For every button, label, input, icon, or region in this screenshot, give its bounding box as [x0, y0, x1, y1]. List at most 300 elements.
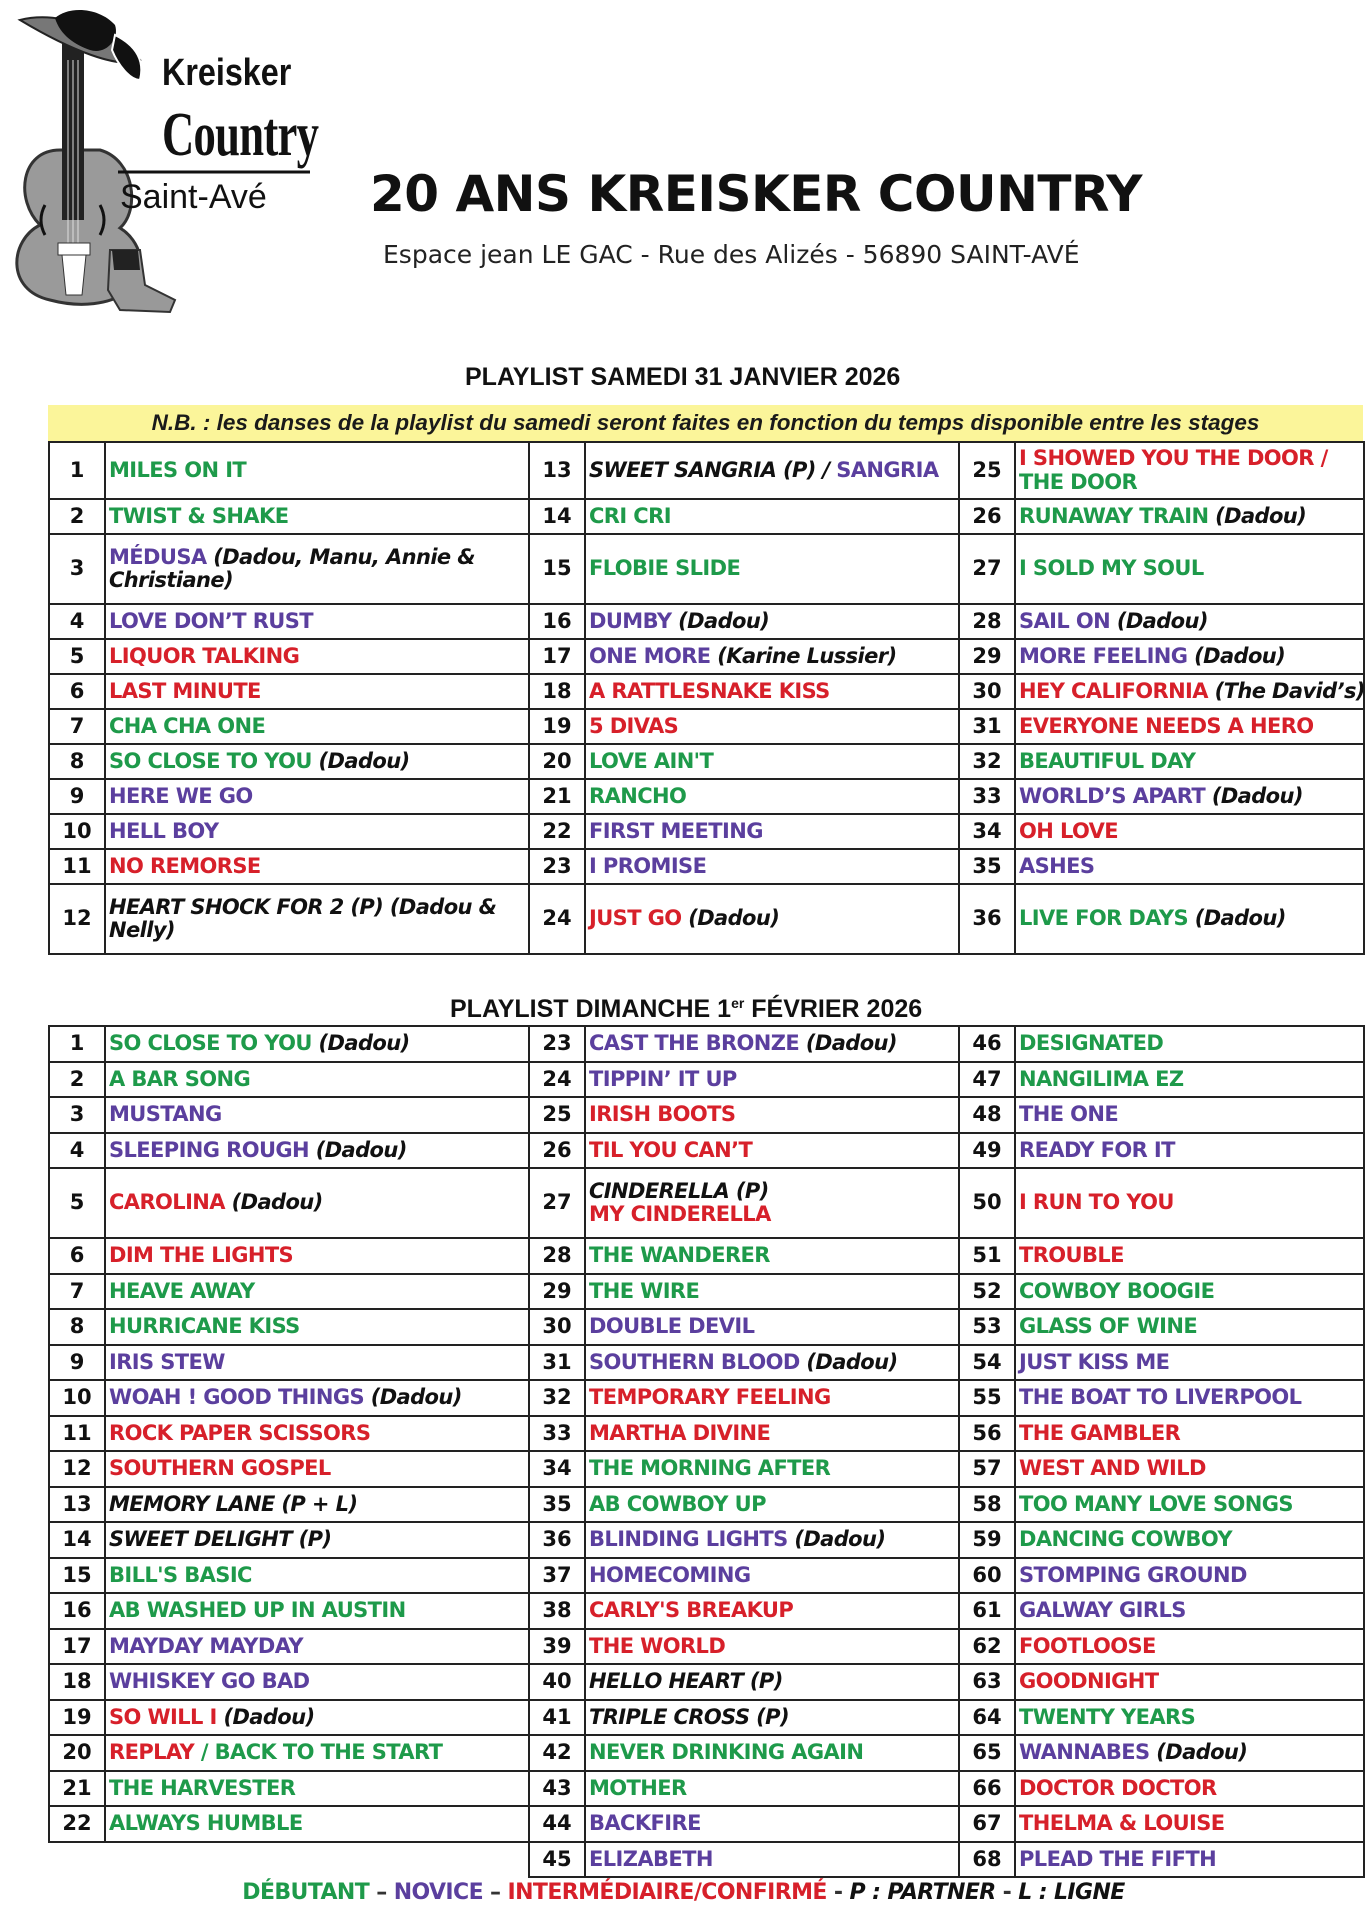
table-row [49, 1593, 1364, 1629]
dance-title: MORE FEELING [1019, 643, 1188, 668]
dance-name [585, 442, 959, 499]
saturday-playlist-title: PLAYLIST SAMEDI 31 JANVIER 2026 [465, 363, 901, 391]
dance-title: TIPPIN’ IT UP [589, 1066, 737, 1091]
table-row [49, 779, 1364, 814]
dance-number: 37 [529, 1558, 585, 1594]
dance-title: / BACK TO THE START [194, 1740, 443, 1765]
dance-number: 65 [959, 1735, 1015, 1771]
dance-number: 21 [49, 1771, 105, 1807]
dance-number: 7 [49, 709, 105, 744]
dance-name [105, 1062, 529, 1098]
dance-title: GALWAY GIRLS [1019, 1598, 1186, 1623]
legend-separator: – [483, 1880, 508, 1905]
dance-title: SOUTHERN GOSPEL [109, 1456, 331, 1481]
dance-number: 1 [49, 1026, 105, 1062]
legend-intermediaire: INTERMÉDIAIRE/CONFIRMÉ [507, 1880, 827, 1905]
dance-name [105, 1735, 529, 1771]
dance-title: IRISH BOOTS [589, 1102, 736, 1127]
dance-number: 24 [529, 884, 585, 954]
dance-number: 7 [49, 1274, 105, 1310]
dance-note: (Dadou) [671, 608, 770, 633]
dance-number: 17 [529, 639, 585, 674]
table-row [49, 884, 1364, 954]
dance-name [585, 1806, 959, 1842]
dance-name [1015, 442, 1364, 499]
dance-name [105, 1558, 529, 1594]
dance-name [105, 1664, 529, 1700]
dance-name [585, 744, 959, 779]
dance-note: (Dadou) [311, 1031, 410, 1056]
table-row [49, 1026, 1364, 1062]
dance-name [585, 1593, 959, 1629]
dance-note: (Dadou) [1110, 608, 1208, 633]
dance-title: JUST KISS ME [1019, 1349, 1170, 1374]
dance-number: 31 [529, 1345, 585, 1381]
dance-name [585, 1842, 959, 1878]
dance-title: I RUN TO YOU [1019, 1190, 1174, 1215]
dance-number: 16 [49, 1593, 105, 1629]
dance-note: (The David’s) [1207, 678, 1365, 703]
sunday-playlist-title [0, 995, 1367, 1024]
dance-title: FLOBIE SLIDE [589, 556, 741, 581]
dance-number: 39 [529, 1629, 585, 1665]
dance-note: (Dadou) [1149, 1740, 1248, 1765]
dance-number: 29 [529, 1274, 585, 1310]
dance-number: 67 [959, 1806, 1015, 1842]
dance-name [1015, 1238, 1364, 1274]
dance-number: 33 [959, 779, 1015, 814]
dance-number: 6 [49, 674, 105, 709]
dance-number: 33 [529, 1416, 585, 1452]
dance-title: TOO MANY LOVE SONGS [1019, 1491, 1293, 1516]
dance-title: SANGRIA [836, 457, 939, 482]
dance-note: (Dadou) [799, 1031, 897, 1056]
dance-number: 10 [49, 1380, 105, 1416]
dance-number: 6 [49, 1238, 105, 1274]
dance-note: (Dadou) [787, 1527, 886, 1552]
dance-name [585, 1700, 959, 1736]
empty-cell [49, 1842, 105, 1878]
dance-name [1015, 1097, 1364, 1133]
table-row [49, 1133, 1364, 1169]
dance-number: 14 [49, 1522, 105, 1558]
dance-number: 13 [49, 1487, 105, 1523]
table-row [49, 1309, 1364, 1345]
dance-number: 55 [959, 1380, 1015, 1416]
dance-title: READY FOR IT [1019, 1137, 1175, 1162]
dance-name [105, 1593, 529, 1629]
dance-name [105, 1133, 529, 1169]
dance-title: NEVER DRINKING AGAIN [589, 1740, 864, 1765]
dance-name [105, 709, 529, 744]
dance-name [1015, 779, 1364, 814]
dance-number: 50 [959, 1168, 1015, 1238]
dance-name [105, 1309, 529, 1345]
dance-number: 63 [959, 1664, 1015, 1700]
dance-name [105, 1700, 529, 1736]
dance-title: BLINDING LIGHTS [589, 1527, 788, 1552]
dance-number: 9 [49, 1345, 105, 1381]
dance-name [105, 604, 529, 639]
dance-number: 35 [959, 849, 1015, 884]
dance-number: 19 [529, 709, 585, 744]
table-row [49, 604, 1364, 639]
dance-title: SLEEPING ROUGH [109, 1137, 310, 1162]
dance-name [105, 779, 529, 814]
dance-name [585, 674, 959, 709]
dance-name [105, 1416, 529, 1452]
dance-name [585, 1771, 959, 1807]
dance-number: 23 [529, 849, 585, 884]
dance-name [1015, 1309, 1364, 1345]
dance-title: SOUTHERN BLOOD [589, 1349, 800, 1374]
legend-novice: NOVICE [393, 1880, 483, 1905]
dance-name [1015, 814, 1364, 849]
dance-number: 2 [49, 1062, 105, 1098]
dance-number: 18 [529, 674, 585, 709]
table-row [49, 534, 1364, 604]
dance-title: COWBOY BOOGIE [1019, 1278, 1215, 1303]
dance-title: SO CLOSE TO YOU [109, 748, 312, 773]
table-row [49, 674, 1364, 709]
dance-number: 2 [49, 499, 105, 534]
dance-number: 19 [49, 1700, 105, 1736]
dance-number: 25 [529, 1097, 585, 1133]
dance-name [585, 1133, 959, 1169]
dance-note: (Dadou) [224, 1190, 323, 1215]
sunday-title-date: FÉVRIER 2026 [744, 995, 923, 1023]
dance-title: CARLY'S BREAKUP [589, 1598, 794, 1623]
dance-number: 57 [959, 1451, 1015, 1487]
dance-title: NANGILIMA EZ [1019, 1066, 1184, 1091]
dance-number: 32 [959, 744, 1015, 779]
dance-name [105, 1097, 529, 1133]
dance-name [1015, 1380, 1364, 1416]
dance-name [105, 884, 529, 954]
dance-name [1015, 1168, 1364, 1238]
dance-name [585, 534, 959, 604]
dance-name [105, 849, 529, 884]
dance-number: 53 [959, 1309, 1015, 1345]
dance-title: THE DOOR [1019, 469, 1138, 494]
dance-name [105, 1451, 529, 1487]
dance-name [1015, 1593, 1364, 1629]
dance-name [105, 1380, 529, 1416]
dance-title: MAYDAY MAYDAY [109, 1633, 303, 1658]
dance-number: 18 [49, 1664, 105, 1700]
dance-title: THELMA & LOUISE [1019, 1811, 1225, 1836]
dance-name [105, 1345, 529, 1381]
dance-note: HEART SHOCK FOR 2 (P) (Dadou & Nelly) [109, 894, 497, 942]
dance-name [105, 814, 529, 849]
dance-number: 30 [959, 674, 1015, 709]
dance-number: 13 [529, 442, 585, 499]
dance-title: HURRICANE KISS [109, 1314, 300, 1339]
table-row [49, 1062, 1364, 1098]
dance-title: DIM THE LIGHTS [109, 1243, 294, 1268]
dance-name [585, 1487, 959, 1523]
dance-name [585, 779, 959, 814]
dance-title: HEAVE AWAY [109, 1278, 255, 1303]
dance-note: MEMORY LANE (P + L) [109, 1491, 358, 1516]
dance-note: / [815, 457, 837, 482]
empty-cell [105, 1842, 529, 1878]
dance-note: (Dadou) [309, 1137, 407, 1162]
dance-number: 8 [49, 744, 105, 779]
dance-note: SWEET SANGRIA (P) [589, 457, 816, 482]
dance-title: THE MORNING AFTER [589, 1456, 831, 1481]
dance-title: I SOLD MY SOUL [1019, 556, 1204, 581]
dance-name [1015, 709, 1364, 744]
dance-number: 26 [959, 499, 1015, 534]
dance-name [1015, 604, 1364, 639]
dance-name [1015, 1416, 1364, 1452]
dance-title: DOUBLE DEVIL [589, 1314, 755, 1339]
table-row [49, 709, 1364, 744]
dance-name [1015, 1133, 1364, 1169]
dance-title: DESIGNATED [1019, 1031, 1164, 1056]
table-row [49, 1842, 1364, 1878]
dance-number: 49 [959, 1133, 1015, 1169]
dance-title: TEMPORARY FEELING [589, 1385, 831, 1410]
dance-note: (Karine Lussier) [710, 643, 897, 668]
event-address: Espace jean LE GAC - Rue des Alizés - 56890 SAINT-AVÉ [383, 240, 1080, 269]
dance-number: 32 [529, 1380, 585, 1416]
dance-name [105, 1274, 529, 1310]
dance-note: (Dadou) [1208, 503, 1307, 528]
dance-note: (Dadou) [1187, 643, 1286, 668]
dance-title: MOTHER [589, 1775, 687, 1800]
table-row [49, 1806, 1364, 1842]
dance-number: 16 [529, 604, 585, 639]
table-row [49, 1700, 1364, 1736]
legend-ligne: L : LIGNE [1018, 1880, 1125, 1905]
table-row [49, 639, 1364, 674]
dance-number: 3 [49, 534, 105, 604]
dance-title: SAIL ON [1019, 608, 1111, 633]
table-row [49, 1238, 1364, 1274]
dance-title: WORLD’S APART [1019, 783, 1206, 808]
dance-title: SO CLOSE TO YOU [109, 1031, 312, 1056]
dance-name [1015, 1629, 1364, 1665]
dance-title: OH LOVE [1019, 818, 1119, 843]
dance-number: 42 [529, 1735, 585, 1771]
dance-name [1015, 1345, 1364, 1381]
dance-number: 46 [959, 1026, 1015, 1062]
dance-number: 25 [959, 442, 1015, 499]
dance-title: ELIZABETH [589, 1846, 713, 1871]
dance-title: REPLAY [109, 1740, 195, 1765]
table-row [49, 1345, 1364, 1381]
dance-title: FIRST MEETING [589, 818, 763, 843]
dance-number: 12 [49, 1451, 105, 1487]
dance-name [585, 849, 959, 884]
dance-number: 56 [959, 1416, 1015, 1452]
level-legend [0, 1880, 1367, 1905]
dance-number: 21 [529, 779, 585, 814]
dance-name [585, 1416, 959, 1452]
dance-title: I SHOWED YOU THE DOOR / [1019, 446, 1328, 471]
dance-number: 51 [959, 1238, 1015, 1274]
dance-note: (Dadou) [1188, 906, 1286, 931]
dance-name [1015, 1558, 1364, 1594]
dance-note: SWEET DELIGHT (P) [109, 1527, 332, 1552]
dance-title: BACKFIRE [589, 1811, 701, 1836]
dance-number: 4 [49, 1133, 105, 1169]
dance-title: DOCTOR DOCTOR [1019, 1775, 1217, 1800]
dance-title: ROCK PAPER SCISSORS [109, 1420, 371, 1445]
dance-note: (Dadou) [799, 1349, 898, 1374]
dance-number: 10 [49, 814, 105, 849]
table-row [49, 1735, 1364, 1771]
legend-separator: - [826, 1880, 850, 1905]
dance-name [1015, 1664, 1364, 1700]
dance-number: 43 [529, 1771, 585, 1807]
dance-title: CAST THE BRONZE [589, 1031, 800, 1056]
dance-name [585, 639, 959, 674]
table-row [49, 442, 1364, 499]
dance-number: 31 [959, 709, 1015, 744]
dance-number: 5 [49, 1168, 105, 1238]
dance-name [585, 604, 959, 639]
dance-name [585, 1558, 959, 1594]
dance-number: 27 [529, 1168, 585, 1238]
dance-number: 5 [49, 639, 105, 674]
dance-name [105, 534, 529, 604]
dance-title: AB COWBOY UP [589, 1491, 766, 1516]
dance-name [585, 1735, 959, 1771]
dance-title: EVERYONE NEEDS A HERO [1019, 713, 1314, 738]
dance-number: 24 [529, 1062, 585, 1098]
legend-separator: – [369, 1880, 394, 1905]
logo-text-kreisker: Kreisker [162, 52, 292, 94]
dance-name [1015, 534, 1364, 604]
dance-number: 47 [959, 1062, 1015, 1098]
dance-name [585, 499, 959, 534]
dance-title: TIL YOU CAN’T [589, 1137, 753, 1162]
logo-text-country: Country [162, 101, 319, 169]
dance-title: HOMECOMING [589, 1562, 751, 1587]
dance-title: STOMPING GROUND [1019, 1562, 1247, 1587]
dance-name [1015, 1062, 1364, 1098]
dance-name [105, 639, 529, 674]
dance-number: 28 [529, 1238, 585, 1274]
dance-name [105, 744, 529, 779]
dance-name [1015, 1451, 1364, 1487]
dance-number: 22 [49, 1806, 105, 1842]
dance-name [105, 1806, 529, 1842]
dance-title: GLASS OF WINE [1019, 1314, 1198, 1339]
dance-title: FOOTLOOSE [1019, 1633, 1156, 1658]
dance-title: HERE WE GO [109, 783, 253, 808]
dance-number: 15 [49, 1558, 105, 1594]
dance-title: TWIST & SHAKE [109, 503, 289, 528]
dance-name [105, 1487, 529, 1523]
legend-partner: P : PARTNER [849, 1880, 996, 1905]
dance-title: BILL'S BASIC [109, 1562, 252, 1587]
dance-title: JUST GO [589, 906, 682, 931]
dance-number: 11 [49, 849, 105, 884]
dance-name [585, 1629, 959, 1665]
dance-name [105, 442, 529, 499]
dance-title: MY CINDERELLA [589, 1202, 771, 1226]
legend-debutant: DÉBUTANT [242, 1880, 370, 1905]
dance-number: 27 [959, 534, 1015, 604]
dance-number: 35 [529, 1487, 585, 1523]
table-row [49, 1451, 1364, 1487]
dance-name [105, 1026, 529, 1062]
dance-name [585, 884, 959, 954]
dance-name [1015, 849, 1364, 884]
dance-title: TWENTY YEARS [1019, 1704, 1196, 1729]
dance-title: DANCING COWBOY [1019, 1527, 1232, 1552]
dance-number: 34 [529, 1451, 585, 1487]
dance-name [585, 1345, 959, 1381]
dance-number: 26 [529, 1133, 585, 1169]
dance-title: ASHES [1019, 853, 1095, 878]
dance-title: IRIS STEW [109, 1349, 225, 1374]
dance-title: MÉDUSA [109, 544, 207, 569]
dance-title: A RATTLESNAKE KISS [589, 678, 830, 703]
dance-name [105, 1522, 529, 1558]
table-row [49, 1097, 1364, 1133]
table-row [49, 1380, 1364, 1416]
table-row [49, 1664, 1364, 1700]
dance-name [585, 1238, 959, 1274]
dance-note: (Dadou) [1205, 783, 1303, 808]
dance-number: 23 [529, 1026, 585, 1062]
table-row [49, 849, 1364, 884]
dance-name [1015, 1735, 1364, 1771]
dance-name [105, 1238, 529, 1274]
dance-number: 8 [49, 1309, 105, 1345]
table-row [49, 1416, 1364, 1452]
dance-name [585, 1451, 959, 1487]
dance-number: 20 [49, 1735, 105, 1771]
dance-title: THE WORLD [589, 1633, 726, 1658]
dance-number: 3 [49, 1097, 105, 1133]
sunday-title-main: PLAYLIST DIMANCHE 1 [450, 995, 732, 1023]
dance-number: 66 [959, 1771, 1015, 1807]
dance-title: TROUBLE [1019, 1243, 1124, 1268]
dance-title: THE ONE [1019, 1102, 1119, 1127]
dance-number: 17 [49, 1629, 105, 1665]
dance-name [105, 1629, 529, 1665]
dance-number: 1 [49, 442, 105, 499]
dance-name [1015, 1522, 1364, 1558]
dance-name [1015, 639, 1364, 674]
dance-name [585, 1062, 959, 1098]
dance-title: CAROLINA [109, 1190, 225, 1215]
dance-name [585, 1168, 959, 1238]
dance-name [585, 1664, 959, 1700]
dance-number: 68 [959, 1842, 1015, 1878]
dance-name [105, 674, 529, 709]
dance-name [585, 1026, 959, 1062]
logo-text-saint-ave: Saint-Avé [120, 178, 267, 216]
dance-number: 41 [529, 1700, 585, 1736]
dance-number: 58 [959, 1487, 1015, 1523]
dance-title: I PROMISE [589, 853, 707, 878]
table-row [49, 1487, 1364, 1523]
dance-name [585, 814, 959, 849]
dance-title: ONE MORE [589, 643, 711, 668]
dance-title: 5 DIVAS [589, 713, 679, 738]
dance-number: 20 [529, 744, 585, 779]
dance-title: LIVE FOR DAYS [1019, 906, 1188, 931]
dance-title: GOODNIGHT [1019, 1669, 1159, 1694]
table-row [49, 1771, 1364, 1807]
